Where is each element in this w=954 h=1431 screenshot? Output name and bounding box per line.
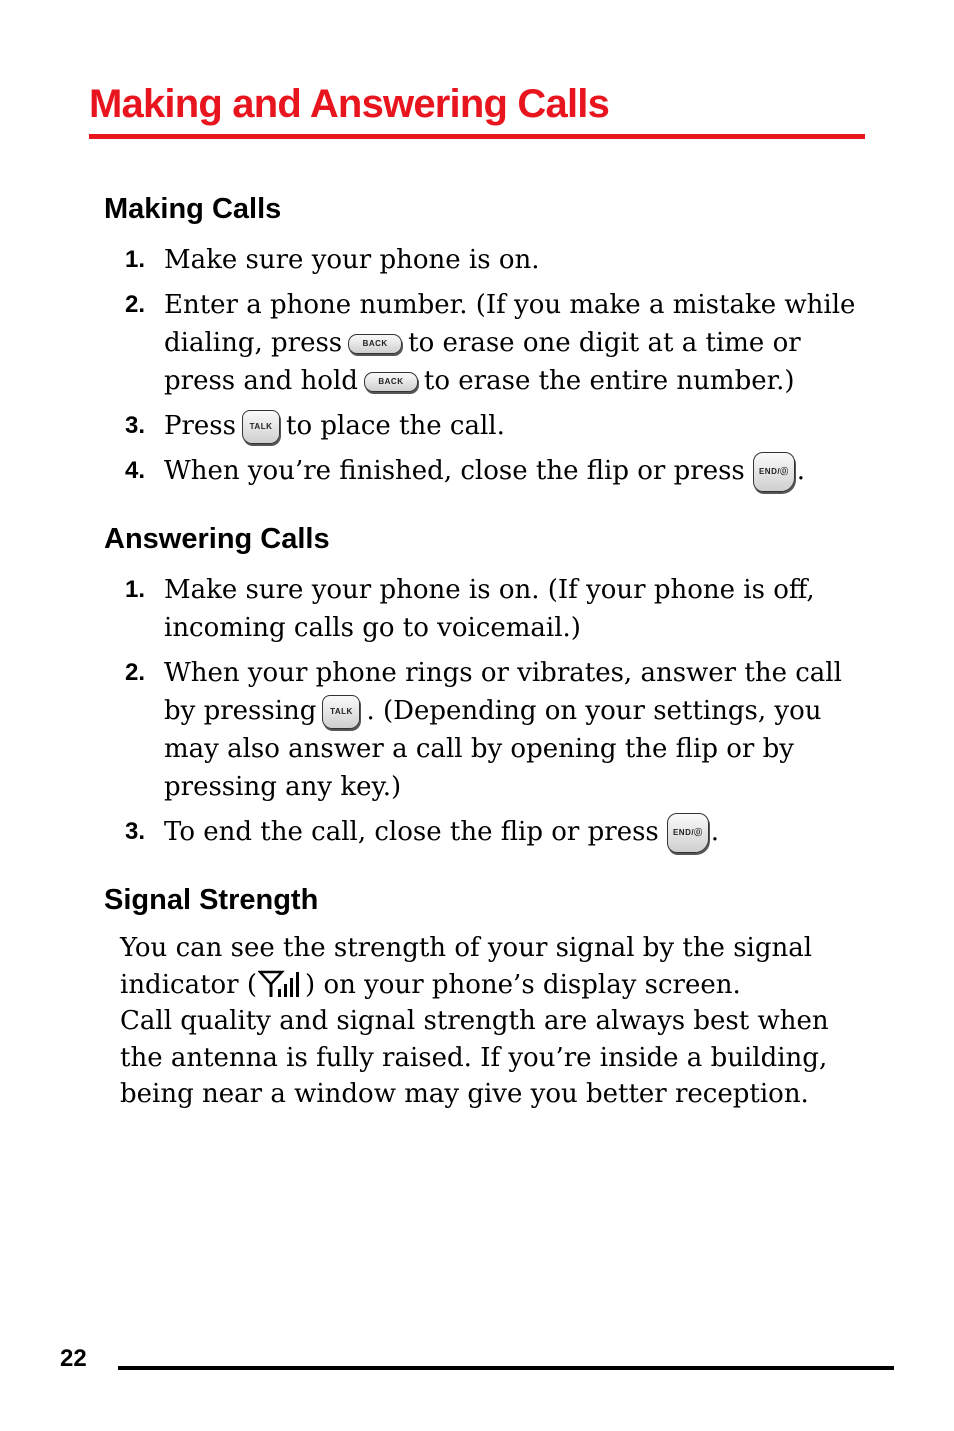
step-text: When your phone rings or vibrates, answer the call by pressing xyxy=(164,658,842,726)
making-step-4 xyxy=(0,452,864,492)
talk-key-icon: TALK xyxy=(322,695,360,729)
section-heading-signal-strength: Signal Strength xyxy=(104,884,319,916)
end-key-icon: END/⓪ xyxy=(753,452,795,492)
paragraph-text: ) on your phone’s display screen. xyxy=(305,969,741,1000)
back-key-icon: BACK xyxy=(364,372,418,392)
answering-step-2 xyxy=(0,654,864,806)
title-rule xyxy=(89,134,865,139)
signal-paragraph-2: Call quality and signal strength are always best when the antenna is fully raised. If you’re inside a building, being near a window may give you better reception. xyxy=(120,1006,829,1109)
signal-paragraph-1 xyxy=(120,930,870,1003)
page-number: 22 xyxy=(60,1345,87,1372)
step-text: . xyxy=(796,456,806,486)
step-text: . xyxy=(710,817,720,847)
step-text: to erase the entire number.) xyxy=(423,366,795,396)
step-text: When you’re finished, close the flip or press xyxy=(164,456,745,486)
step-number: 3. xyxy=(125,412,146,439)
section-heading-making-calls: Making Calls xyxy=(104,193,282,225)
section-heading-answering-calls: Answering Calls xyxy=(104,523,330,555)
step-text: To end the call, close the flip or press xyxy=(164,817,659,847)
step-number: 3. xyxy=(125,818,146,845)
step-text: Enter a phone number. (If you make a mistake while dialing, press xyxy=(164,290,856,358)
step-text: to place the call. xyxy=(286,411,505,441)
step-number: 2. xyxy=(125,291,146,318)
answering-calls-steps xyxy=(0,571,954,860)
signal-strength-icon xyxy=(258,969,304,999)
paragraph-text: You can see the strength of your signal by the signal indicator ( xyxy=(120,933,813,1000)
making-step-2 xyxy=(0,286,864,400)
step-text: Press xyxy=(164,411,236,441)
step-number: 1. xyxy=(125,576,146,603)
end-key-icon: END/⓪ xyxy=(667,813,709,853)
answering-step-3 xyxy=(0,813,864,853)
step-number: 4. xyxy=(125,457,146,484)
back-key-icon: BACK xyxy=(348,334,402,354)
making-calls-steps xyxy=(0,241,954,499)
step-number: 1. xyxy=(125,246,146,273)
step-text: Make sure your phone is on. (If your phone is off, incoming calls go to voicemail.) xyxy=(164,575,815,643)
making-step-3 xyxy=(0,407,864,445)
footer-rule xyxy=(118,1366,894,1370)
step-number: 2. xyxy=(125,659,146,686)
making-step-1 xyxy=(0,241,864,279)
step-text: to erase one digit at a time or press and hold xyxy=(164,328,801,396)
talk-key-icon: TALK xyxy=(242,410,280,444)
step-text: . (Depending on your settings, you may also answer a call by opening the flip or by pressing any key.) xyxy=(164,696,822,802)
page-title: Making and Answering Calls xyxy=(89,82,610,126)
answering-step-1 xyxy=(0,571,864,647)
step-text: Make sure your phone is on. xyxy=(164,245,540,275)
